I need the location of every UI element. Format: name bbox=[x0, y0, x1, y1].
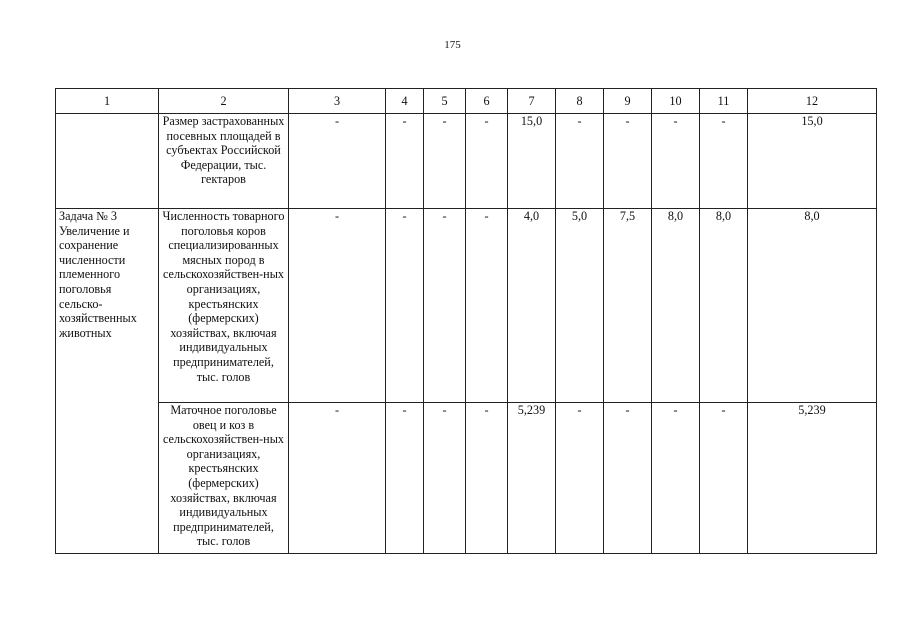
value-cell: 5,239 bbox=[748, 403, 877, 554]
value-cell: 5,239 bbox=[508, 403, 556, 554]
value-cell: - bbox=[424, 403, 466, 554]
column-header: 10 bbox=[652, 89, 700, 114]
table-row bbox=[56, 403, 877, 554]
value-cell: 15,0 bbox=[748, 114, 877, 209]
column-header: 7 bbox=[508, 89, 556, 114]
indicator-table bbox=[55, 88, 877, 554]
value-cell: - bbox=[424, 114, 466, 209]
value-cell: - bbox=[289, 209, 386, 403]
page-number: 175 bbox=[444, 39, 461, 51]
column-header: 5 bbox=[424, 89, 466, 114]
value-cell: - bbox=[466, 209, 508, 403]
value-cell: - bbox=[289, 403, 386, 554]
task-cell bbox=[56, 114, 159, 209]
value-cell: 7,5 bbox=[604, 209, 652, 403]
value-cell: - bbox=[386, 114, 424, 209]
value-cell: - bbox=[700, 114, 748, 209]
value-cell: - bbox=[700, 403, 748, 554]
value-cell: 4,0 bbox=[508, 209, 556, 403]
value-cell: - bbox=[652, 114, 700, 209]
column-header: 9 bbox=[604, 89, 652, 114]
value-cell: - bbox=[556, 114, 604, 209]
value-cell: - bbox=[424, 209, 466, 403]
value-cell: - bbox=[604, 114, 652, 209]
value-cell: - bbox=[604, 403, 652, 554]
column-header: 2 bbox=[159, 89, 289, 114]
column-header: 3 bbox=[289, 89, 386, 114]
indicator-cell: Численность товарного поголовья коров специализированных мясных пород в сельскохозяйствен-ных организациях, крестьянских (фермерских) хозяйствах, включая индивидуальных предпринимателей, тыс. голов bbox=[159, 209, 289, 403]
header-row bbox=[56, 89, 877, 114]
value-cell: - bbox=[466, 403, 508, 554]
column-header: 8 bbox=[556, 89, 604, 114]
value-cell: 15,0 bbox=[508, 114, 556, 209]
value-cell: 5,0 bbox=[556, 209, 604, 403]
column-header: 12 bbox=[748, 89, 877, 114]
indicator-cell: Размер застрахованных посевных площадей в субъектах Российской Федерации, тыс. гектаров bbox=[159, 114, 289, 209]
value-cell: - bbox=[289, 114, 386, 209]
column-header: 4 bbox=[386, 89, 424, 114]
value-cell: - bbox=[466, 114, 508, 209]
table-row bbox=[56, 209, 877, 403]
value-cell: 8,0 bbox=[652, 209, 700, 403]
value-cell: - bbox=[652, 403, 700, 554]
value-cell: - bbox=[386, 209, 424, 403]
column-header: 11 bbox=[700, 89, 748, 114]
column-header: 1 bbox=[56, 89, 159, 114]
value-cell: 8,0 bbox=[748, 209, 877, 403]
value-cell: 8,0 bbox=[700, 209, 748, 403]
column-header: 6 bbox=[466, 89, 508, 114]
indicator-cell: Маточное поголовье овец и коз в сельскохозяйствен-ных организациях, крестьянских (фермерских) хозяйствах, включая индивидуальных предпринимателей, тыс. голов bbox=[159, 403, 289, 554]
table-row bbox=[56, 114, 877, 209]
value-cell: - bbox=[556, 403, 604, 554]
value-cell: - bbox=[386, 403, 424, 554]
task-cell: Задача № 3 Увеличение и сохранение численности племенного поголовья сельско-хозяйственных животных bbox=[56, 209, 159, 554]
